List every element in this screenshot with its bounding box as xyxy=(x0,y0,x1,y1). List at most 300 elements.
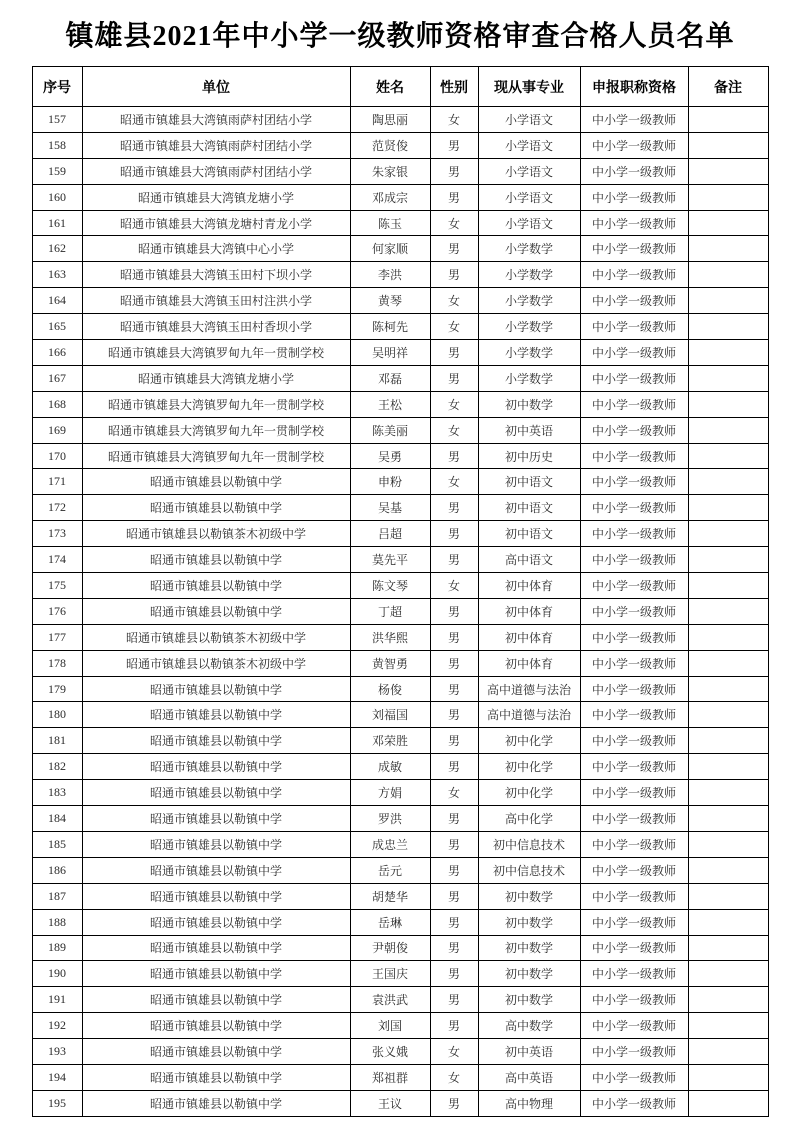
cell-unit: 昭通市镇雄县以勒镇中学 xyxy=(82,987,350,1013)
cell-no: 192 xyxy=(32,1013,82,1039)
cell-title: 中小学一级教师 xyxy=(580,443,688,469)
cell-subject: 小学语文 xyxy=(478,107,580,133)
cell-title: 中小学一级教师 xyxy=(580,935,688,961)
cell-no: 162 xyxy=(32,236,82,262)
cell-title: 中小学一级教师 xyxy=(580,314,688,340)
cell-no: 185 xyxy=(32,831,82,857)
cell-subject: 小学数学 xyxy=(478,340,580,366)
header-no: 序号 xyxy=(32,67,82,107)
cell-remark xyxy=(688,288,768,314)
cell-name: 何家顺 xyxy=(350,236,430,262)
cell-title: 中小学一级教师 xyxy=(580,288,688,314)
cell-no: 188 xyxy=(32,909,82,935)
cell-no: 164 xyxy=(32,288,82,314)
cell-unit: 昭通市镇雄县大湾镇龙塘村青龙小学 xyxy=(82,210,350,236)
cell-name: 黄智勇 xyxy=(350,650,430,676)
cell-name: 莫先平 xyxy=(350,547,430,573)
cell-unit: 昭通市镇雄县大湾镇罗甸九年一贯制学校 xyxy=(82,340,350,366)
table-row xyxy=(32,340,768,366)
cell-no: 160 xyxy=(32,184,82,210)
cell-name: 尹朝俊 xyxy=(350,935,430,961)
table-row xyxy=(32,883,768,909)
cell-subject: 初中体育 xyxy=(478,624,580,650)
cell-remark xyxy=(688,469,768,495)
cell-subject: 初中语文 xyxy=(478,521,580,547)
cell-subject: 高中数学 xyxy=(478,1013,580,1039)
table-row xyxy=(32,780,768,806)
cell-no: 173 xyxy=(32,521,82,547)
cell-no: 190 xyxy=(32,961,82,987)
cell-gender: 女 xyxy=(430,107,478,133)
cell-remark xyxy=(688,1013,768,1039)
cell-subject: 小学数学 xyxy=(478,288,580,314)
cell-gender: 男 xyxy=(430,728,478,754)
cell-name: 张义娥 xyxy=(350,1039,430,1065)
cell-gender: 女 xyxy=(430,573,478,599)
cell-name: 方娟 xyxy=(350,780,430,806)
header-unit: 单位 xyxy=(82,67,350,107)
cell-remark xyxy=(688,262,768,288)
table-row xyxy=(32,857,768,883)
cell-remark xyxy=(688,961,768,987)
cell-gender: 女 xyxy=(430,780,478,806)
cell-title: 中小学一级教师 xyxy=(580,624,688,650)
cell-no: 189 xyxy=(32,935,82,961)
table-row xyxy=(32,184,768,210)
cell-no: 171 xyxy=(32,469,82,495)
cell-title: 中小学一级教师 xyxy=(580,1013,688,1039)
cell-remark xyxy=(688,1039,768,1065)
table-row xyxy=(32,650,768,676)
cell-title: 中小学一级教师 xyxy=(580,676,688,702)
cell-unit: 昭通市镇雄县以勒镇中学 xyxy=(82,831,350,857)
cell-gender: 女 xyxy=(430,469,478,495)
cell-unit: 昭通市镇雄县以勒镇中学 xyxy=(82,547,350,573)
cell-unit: 昭通市镇雄县大湾镇龙塘小学 xyxy=(82,365,350,391)
cell-subject: 初中数学 xyxy=(478,909,580,935)
cell-unit: 昭通市镇雄县大湾镇玉田村香坝小学 xyxy=(82,314,350,340)
cell-name: 丁超 xyxy=(350,598,430,624)
cell-gender: 男 xyxy=(430,158,478,184)
cell-remark xyxy=(688,158,768,184)
cell-remark xyxy=(688,806,768,832)
cell-remark xyxy=(688,236,768,262)
cell-unit: 昭通市镇雄县以勒镇中学 xyxy=(82,598,350,624)
cell-name: 陈美丽 xyxy=(350,417,430,443)
cell-title: 中小学一级教师 xyxy=(580,806,688,832)
cell-remark xyxy=(688,210,768,236)
cell-remark xyxy=(688,650,768,676)
cell-unit: 昭通市镇雄县大湾镇罗甸九年一贯制学校 xyxy=(82,443,350,469)
cell-no: 178 xyxy=(32,650,82,676)
cell-subject: 小学语文 xyxy=(478,210,580,236)
cell-title: 中小学一级教师 xyxy=(580,987,688,1013)
cell-subject: 小学语文 xyxy=(478,132,580,158)
cell-name: 刘福国 xyxy=(350,702,430,728)
cell-remark xyxy=(688,521,768,547)
cell-no: 187 xyxy=(32,883,82,909)
cell-title: 中小学一级教师 xyxy=(580,1090,688,1116)
cell-remark xyxy=(688,417,768,443)
cell-no: 175 xyxy=(32,573,82,599)
cell-subject: 高中化学 xyxy=(478,806,580,832)
cell-subject: 高中道德与法治 xyxy=(478,702,580,728)
cell-gender: 女 xyxy=(430,417,478,443)
cell-subject: 小学数学 xyxy=(478,314,580,340)
cell-unit: 昭通市镇雄县以勒镇中学 xyxy=(82,935,350,961)
cell-name: 洪华熙 xyxy=(350,624,430,650)
cell-unit: 昭通市镇雄县以勒镇茶木初级中学 xyxy=(82,650,350,676)
cell-unit: 昭通市镇雄县以勒镇中学 xyxy=(82,780,350,806)
cell-name: 杨俊 xyxy=(350,676,430,702)
cell-subject: 初中英语 xyxy=(478,1039,580,1065)
table-row xyxy=(32,961,768,987)
cell-unit: 昭通市镇雄县以勒镇中学 xyxy=(82,754,350,780)
cell-remark xyxy=(688,780,768,806)
cell-no: 193 xyxy=(32,1039,82,1065)
cell-no: 174 xyxy=(32,547,82,573)
table-row xyxy=(32,521,768,547)
cell-unit: 昭通市镇雄县大湾镇雨萨村团结小学 xyxy=(82,132,350,158)
cell-title: 中小学一级教师 xyxy=(580,831,688,857)
cell-no: 169 xyxy=(32,417,82,443)
table-row xyxy=(32,806,768,832)
cell-name: 陈玉 xyxy=(350,210,430,236)
cell-remark xyxy=(688,1090,768,1116)
cell-unit: 昭通市镇雄县大湾镇中心小学 xyxy=(82,236,350,262)
cell-gender: 男 xyxy=(430,132,478,158)
cell-remark xyxy=(688,754,768,780)
table-row xyxy=(32,1090,768,1116)
cell-gender: 男 xyxy=(430,495,478,521)
table-row xyxy=(32,573,768,599)
cell-remark xyxy=(688,702,768,728)
cell-title: 中小学一级教师 xyxy=(580,883,688,909)
cell-title: 中小学一级教师 xyxy=(580,262,688,288)
cell-no: 167 xyxy=(32,365,82,391)
table-row xyxy=(32,987,768,1013)
cell-title: 中小学一级教师 xyxy=(580,495,688,521)
cell-no: 168 xyxy=(32,391,82,417)
cell-no: 177 xyxy=(32,624,82,650)
cell-unit: 昭通市镇雄县以勒镇中学 xyxy=(82,883,350,909)
table-row xyxy=(32,676,768,702)
cell-gender: 男 xyxy=(430,806,478,832)
cell-remark xyxy=(688,314,768,340)
cell-remark xyxy=(688,340,768,366)
cell-gender: 女 xyxy=(430,288,478,314)
table-row xyxy=(32,417,768,443)
cell-gender: 女 xyxy=(430,1064,478,1090)
cell-remark xyxy=(688,624,768,650)
table-body xyxy=(32,107,768,1117)
cell-subject: 初中化学 xyxy=(478,780,580,806)
cell-remark xyxy=(688,365,768,391)
cell-subject: 小学语文 xyxy=(478,158,580,184)
cell-gender: 男 xyxy=(430,676,478,702)
cell-gender: 男 xyxy=(430,184,478,210)
cell-no: 182 xyxy=(32,754,82,780)
cell-title: 中小学一级教师 xyxy=(580,365,688,391)
cell-name: 袁洪武 xyxy=(350,987,430,1013)
cell-remark xyxy=(688,184,768,210)
cell-no: 183 xyxy=(32,780,82,806)
cell-remark xyxy=(688,935,768,961)
cell-subject: 高中语文 xyxy=(478,547,580,573)
table-row xyxy=(32,831,768,857)
table-row xyxy=(32,210,768,236)
table-row xyxy=(32,1039,768,1065)
cell-remark xyxy=(688,883,768,909)
cell-unit: 昭通市镇雄县大湾镇雨萨村团结小学 xyxy=(82,107,350,133)
cell-name: 王国庆 xyxy=(350,961,430,987)
cell-subject: 初中体育 xyxy=(478,650,580,676)
cell-subject: 初中语文 xyxy=(478,495,580,521)
header-row xyxy=(32,67,768,107)
cell-subject: 高中道德与法治 xyxy=(478,676,580,702)
cell-name: 刘国 xyxy=(350,1013,430,1039)
cell-gender: 男 xyxy=(430,702,478,728)
cell-title: 中小学一级教师 xyxy=(580,961,688,987)
cell-no: 186 xyxy=(32,857,82,883)
cell-no: 176 xyxy=(32,598,82,624)
cell-subject: 初中数学 xyxy=(478,987,580,1013)
cell-unit: 昭通市镇雄县大湾镇罗甸九年一贯制学校 xyxy=(82,417,350,443)
cell-remark xyxy=(688,857,768,883)
cell-name: 邓荣胜 xyxy=(350,728,430,754)
cell-subject: 小学数学 xyxy=(478,262,580,288)
cell-no: 179 xyxy=(32,676,82,702)
cell-gender: 女 xyxy=(430,210,478,236)
cell-remark xyxy=(688,132,768,158)
cell-unit: 昭通市镇雄县大湾镇龙塘小学 xyxy=(82,184,350,210)
table-row xyxy=(32,935,768,961)
table-row xyxy=(32,702,768,728)
cell-gender: 男 xyxy=(430,831,478,857)
cell-unit: 昭通市镇雄县以勒镇中学 xyxy=(82,806,350,832)
cell-unit: 昭通市镇雄县以勒镇中学 xyxy=(82,1013,350,1039)
cell-no: 195 xyxy=(32,1090,82,1116)
table-row xyxy=(32,909,768,935)
table-row xyxy=(32,236,768,262)
cell-gender: 男 xyxy=(430,961,478,987)
cell-title: 中小学一级教师 xyxy=(580,340,688,366)
cell-title: 中小学一级教师 xyxy=(580,702,688,728)
table-row xyxy=(32,158,768,184)
cell-subject: 初中英语 xyxy=(478,417,580,443)
cell-unit: 昭通市镇雄县以勒镇中学 xyxy=(82,676,350,702)
cell-subject: 小学数学 xyxy=(478,365,580,391)
cell-unit: 昭通市镇雄县大湾镇玉田村下坝小学 xyxy=(82,262,350,288)
cell-subject: 初中数学 xyxy=(478,883,580,909)
cell-subject: 初中体育 xyxy=(478,573,580,599)
cell-remark xyxy=(688,676,768,702)
cell-name: 黄琴 xyxy=(350,288,430,314)
cell-subject: 高中英语 xyxy=(478,1064,580,1090)
cell-title: 中小学一级教师 xyxy=(580,210,688,236)
cell-no: 191 xyxy=(32,987,82,1013)
cell-name: 陈文琴 xyxy=(350,573,430,599)
cell-name: 李洪 xyxy=(350,262,430,288)
cell-subject: 小学语文 xyxy=(478,184,580,210)
cell-no: 163 xyxy=(32,262,82,288)
cell-remark xyxy=(688,573,768,599)
cell-unit: 昭通市镇雄县以勒镇茶木初级中学 xyxy=(82,521,350,547)
cell-name: 范贤俊 xyxy=(350,132,430,158)
table-row xyxy=(32,495,768,521)
cell-name: 陶思丽 xyxy=(350,107,430,133)
cell-remark xyxy=(688,443,768,469)
header-title: 申报职称资格 xyxy=(580,67,688,107)
cell-title: 中小学一级教师 xyxy=(580,909,688,935)
table-row xyxy=(32,288,768,314)
cell-title: 中小学一级教师 xyxy=(580,780,688,806)
cell-unit: 昭通市镇雄县以勒镇茶木初级中学 xyxy=(82,624,350,650)
cell-gender: 男 xyxy=(430,624,478,650)
cell-subject: 初中数学 xyxy=(478,391,580,417)
cell-remark xyxy=(688,909,768,935)
cell-name: 申粉 xyxy=(350,469,430,495)
cell-gender: 男 xyxy=(430,443,478,469)
table-row xyxy=(32,365,768,391)
cell-title: 中小学一级教师 xyxy=(580,417,688,443)
cell-title: 中小学一级教师 xyxy=(580,650,688,676)
cell-name: 成忠兰 xyxy=(350,831,430,857)
cell-gender: 男 xyxy=(430,883,478,909)
table-header xyxy=(32,67,768,107)
cell-name: 岳琳 xyxy=(350,909,430,935)
cell-no: 181 xyxy=(32,728,82,754)
cell-title: 中小学一级教师 xyxy=(580,236,688,262)
cell-remark xyxy=(688,391,768,417)
cell-title: 中小学一级教师 xyxy=(580,469,688,495)
cell-name: 罗洪 xyxy=(350,806,430,832)
cell-gender: 男 xyxy=(430,1090,478,1116)
cell-unit: 昭通市镇雄县以勒镇中学 xyxy=(82,728,350,754)
cell-unit: 昭通市镇雄县以勒镇中学 xyxy=(82,573,350,599)
table-row xyxy=(32,547,768,573)
cell-unit: 昭通市镇雄县以勒镇中学 xyxy=(82,702,350,728)
cell-name: 郑祖群 xyxy=(350,1064,430,1090)
cell-gender: 男 xyxy=(430,236,478,262)
cell-unit: 昭通市镇雄县以勒镇中学 xyxy=(82,469,350,495)
cell-subject: 初中化学 xyxy=(478,728,580,754)
table-row xyxy=(32,469,768,495)
cell-gender: 男 xyxy=(430,521,478,547)
cell-unit: 昭通市镇雄县大湾镇玉田村注洪小学 xyxy=(82,288,350,314)
cell-remark xyxy=(688,987,768,1013)
roster-table xyxy=(32,66,769,1117)
header-name: 姓名 xyxy=(350,67,430,107)
table-row xyxy=(32,314,768,340)
cell-title: 中小学一级教师 xyxy=(580,521,688,547)
cell-title: 中小学一级教师 xyxy=(580,1064,688,1090)
cell-no: 172 xyxy=(32,495,82,521)
cell-name: 胡楚华 xyxy=(350,883,430,909)
cell-title: 中小学一级教师 xyxy=(580,728,688,754)
header-gender: 性别 xyxy=(430,67,478,107)
cell-subject: 小学数学 xyxy=(478,236,580,262)
cell-no: 159 xyxy=(32,158,82,184)
cell-gender: 男 xyxy=(430,909,478,935)
cell-remark xyxy=(688,598,768,624)
cell-unit: 昭通市镇雄县以勒镇中学 xyxy=(82,1090,350,1116)
header-remark: 备注 xyxy=(688,67,768,107)
cell-title: 中小学一级教师 xyxy=(580,132,688,158)
cell-title: 中小学一级教师 xyxy=(580,184,688,210)
cell-title: 中小学一级教师 xyxy=(580,107,688,133)
cell-title: 中小学一级教师 xyxy=(580,573,688,599)
table-row xyxy=(32,107,768,133)
cell-unit: 昭通市镇雄县以勒镇中学 xyxy=(82,1039,350,1065)
cell-name: 吴基 xyxy=(350,495,430,521)
table-row xyxy=(32,132,768,158)
page-title: 镇雄县2021年中小学一级教师资格审查合格人员名单 xyxy=(65,21,735,52)
cell-no: 165 xyxy=(32,314,82,340)
table-row xyxy=(32,598,768,624)
cell-unit: 昭通市镇雄县以勒镇中学 xyxy=(82,495,350,521)
cell-name: 吕超 xyxy=(350,521,430,547)
cell-remark xyxy=(688,495,768,521)
cell-remark xyxy=(688,728,768,754)
cell-remark xyxy=(688,831,768,857)
cell-gender: 男 xyxy=(430,754,478,780)
cell-title: 中小学一级教师 xyxy=(580,754,688,780)
table-row xyxy=(32,1064,768,1090)
cell-no: 158 xyxy=(32,132,82,158)
table-row xyxy=(32,754,768,780)
cell-name: 陈柯先 xyxy=(350,314,430,340)
cell-subject: 初中数学 xyxy=(478,935,580,961)
cell-gender: 男 xyxy=(430,987,478,1013)
cell-title: 中小学一级教师 xyxy=(580,391,688,417)
table-row xyxy=(32,391,768,417)
cell-no: 161 xyxy=(32,210,82,236)
cell-name: 邓成宗 xyxy=(350,184,430,210)
table-row xyxy=(32,262,768,288)
cell-gender: 男 xyxy=(430,262,478,288)
cell-no: 157 xyxy=(32,107,82,133)
cell-remark xyxy=(688,547,768,573)
cell-gender: 女 xyxy=(430,391,478,417)
cell-name: 吴明祥 xyxy=(350,340,430,366)
cell-gender: 男 xyxy=(430,1013,478,1039)
cell-unit: 昭通市镇雄县以勒镇中学 xyxy=(82,857,350,883)
cell-subject: 初中体育 xyxy=(478,598,580,624)
cell-title: 中小学一级教师 xyxy=(580,158,688,184)
table-row xyxy=(32,443,768,469)
cell-gender: 男 xyxy=(430,547,478,573)
cell-no: 166 xyxy=(32,340,82,366)
cell-gender: 男 xyxy=(430,857,478,883)
cell-gender: 男 xyxy=(430,340,478,366)
cell-unit: 昭通市镇雄县大湾镇雨萨村团结小学 xyxy=(82,158,350,184)
cell-no: 194 xyxy=(32,1064,82,1090)
table-row xyxy=(32,728,768,754)
cell-unit: 昭通市镇雄县大湾镇罗甸九年一贯制学校 xyxy=(82,391,350,417)
cell-title: 中小学一级教师 xyxy=(580,547,688,573)
cell-title: 中小学一级教师 xyxy=(580,857,688,883)
cell-subject: 初中信息技术 xyxy=(478,831,580,857)
cell-remark xyxy=(688,107,768,133)
cell-subject: 高中物理 xyxy=(478,1090,580,1116)
cell-name: 王议 xyxy=(350,1090,430,1116)
cell-subject: 初中语文 xyxy=(478,469,580,495)
cell-no: 184 xyxy=(32,806,82,832)
cell-name: 邓磊 xyxy=(350,365,430,391)
cell-gender: 男 xyxy=(430,598,478,624)
cell-title: 中小学一级教师 xyxy=(580,598,688,624)
